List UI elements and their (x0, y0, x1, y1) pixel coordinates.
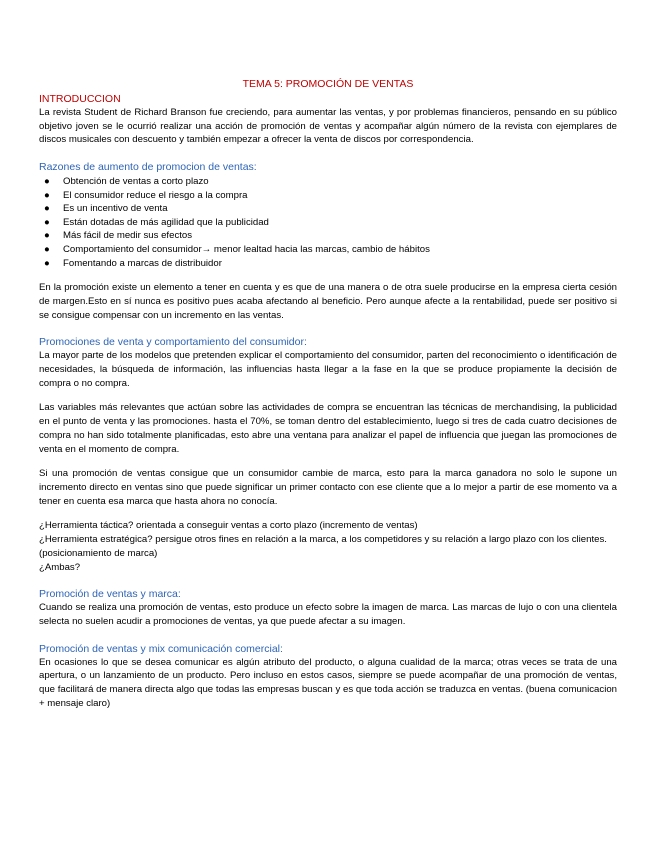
paragraph-variables: Las variables más relevantes que actúan sobre las actividades de compra se encuentran las técnicas de merchandising, la publicidad en el punto de venta y las promociones. hasta el 70%, se toman dentro del establecimiento, luego si tres de cada cuatro decisiones de compra no han sido totalmente planificadas, esto abre una ventana para analizar el papel de influencia que juegan las promociones de venta en el momento de compra. (39, 402, 617, 455)
question-estrategica: ¿Herramienta estratégica? persigue otros fines en relación a la marca, a los competidores y su relación a largo plazo con los clientes. (posicionamiento de marca) (39, 534, 607, 559)
bullet-icon: ● (44, 216, 50, 228)
list-item: ● Comportamiento del consumidor→ menor lealtad hacia las marcas, cambio de hábitos (39, 243, 617, 257)
list-item: ● Obtención de ventas a corto plazo (39, 175, 617, 189)
bullet-icon: ● (44, 230, 50, 242)
questions-block (39, 519, 617, 574)
paragraph-margen: En la promoción existe un elemento a tener en cuenta y es que de una manera o de otra suele producirse en la empresa cierta cesión de margen.Esto en sí nunca es positivo pues acaba afectando al beneficio. Pero aunque afecte a la rentabilidad, puede ser positivo si se consigue compensar con un incremento en las ventas. (39, 282, 617, 321)
list-item: ● Más fácil de medir sus efectos (39, 229, 617, 243)
heading-mix: Promoción de ventas y mix comunicación comercial: (39, 642, 283, 655)
bullet-icon: ● (44, 189, 50, 201)
heading-razones: Razones de aumento de promocion de ventas: (39, 161, 257, 174)
list-item: ● El consumidor reduce el riesgo a la compra (39, 189, 617, 203)
heading-comportamiento: Promociones de venta y comportamiento del consumidor: (39, 336, 307, 349)
heading-introduccion: INTRODUCCION (39, 93, 121, 105)
bullet-icon: ● (44, 244, 50, 256)
question-ambas: ¿Ambas? (39, 561, 81, 573)
list-item: ● Es un incentivo de venta (39, 202, 617, 216)
bullet-icon: ● (44, 203, 50, 215)
question-tactica: ¿Herramienta táctica? orientada a conseguir ventas a corto plazo (incremento de ventas) (39, 520, 418, 532)
bullet-icon: ● (44, 176, 50, 188)
page-title: TEMA 5: PROMOCIÓN DE VENTAS (242, 78, 414, 90)
paragraph-modelos: La mayor parte de los modelos que pretenden explicar el comportamiento del consumidor, parten del reconocimiento o identificación de necesidades, la búsqueda de información, las influencias hasta llegar a la fase en la que se produce propiamente la decisión de compra o no compra. (39, 350, 617, 389)
paragraph-marca: Cuando se realiza una promoción de ventas, esto produce un efecto sobre la imagen de marca. Las marcas de lujo o con una clientela selecta no suelen acudir a promociones de ventas, ya que puede afectar a su imagen. (39, 602, 617, 627)
razones-list (39, 175, 617, 270)
heading-marca: Promoción de ventas y marca: (39, 588, 181, 601)
paragraph-mix: En ocasiones lo que se desea comunicar es algún atributo del producto, o alguna cualidad de la marca; otras veces se trata de una apertura, o un lanzamiento de un producto. Pero incluso en estos casos, siempre se puede acompañar de una promoción de ventas, que facilitará de manera directa algo que todas las empresas buscan y es que toda acción se traduzca en ventas. (buena comunicacion + mensaje claro) (39, 656, 617, 709)
paragraph-cambio-marca: Si una promoción de ventas consigue que un consumidor cambie de marca, esto para la marca ganadora no solo le supone un incremento directo en ventas sino que puede significar un primer contacto con ese cliente que a lo mejor a partir de ese momento va a tener en cuenta esa marca que hasta ahora no conocía. (39, 468, 617, 507)
paragraph-introduccion: La revista Student de Richard Branson fue creciendo, para aumentar las ventas, y por problemas financieros, pensando en su público objetivo joven se le ocurrió realizar una acción de promoción de ventas y acompañar algún número de la revista con ejemplares de discos musicales con descuento y también empezar a ofrecer la venta de discos por correspondencia. (39, 107, 617, 146)
list-item: ● Fomentando a marcas de distribuidor (39, 257, 617, 271)
bullet-icon: ● (44, 257, 50, 269)
list-item: ● Están dotadas de más agilidad que la publicidad (39, 216, 617, 230)
